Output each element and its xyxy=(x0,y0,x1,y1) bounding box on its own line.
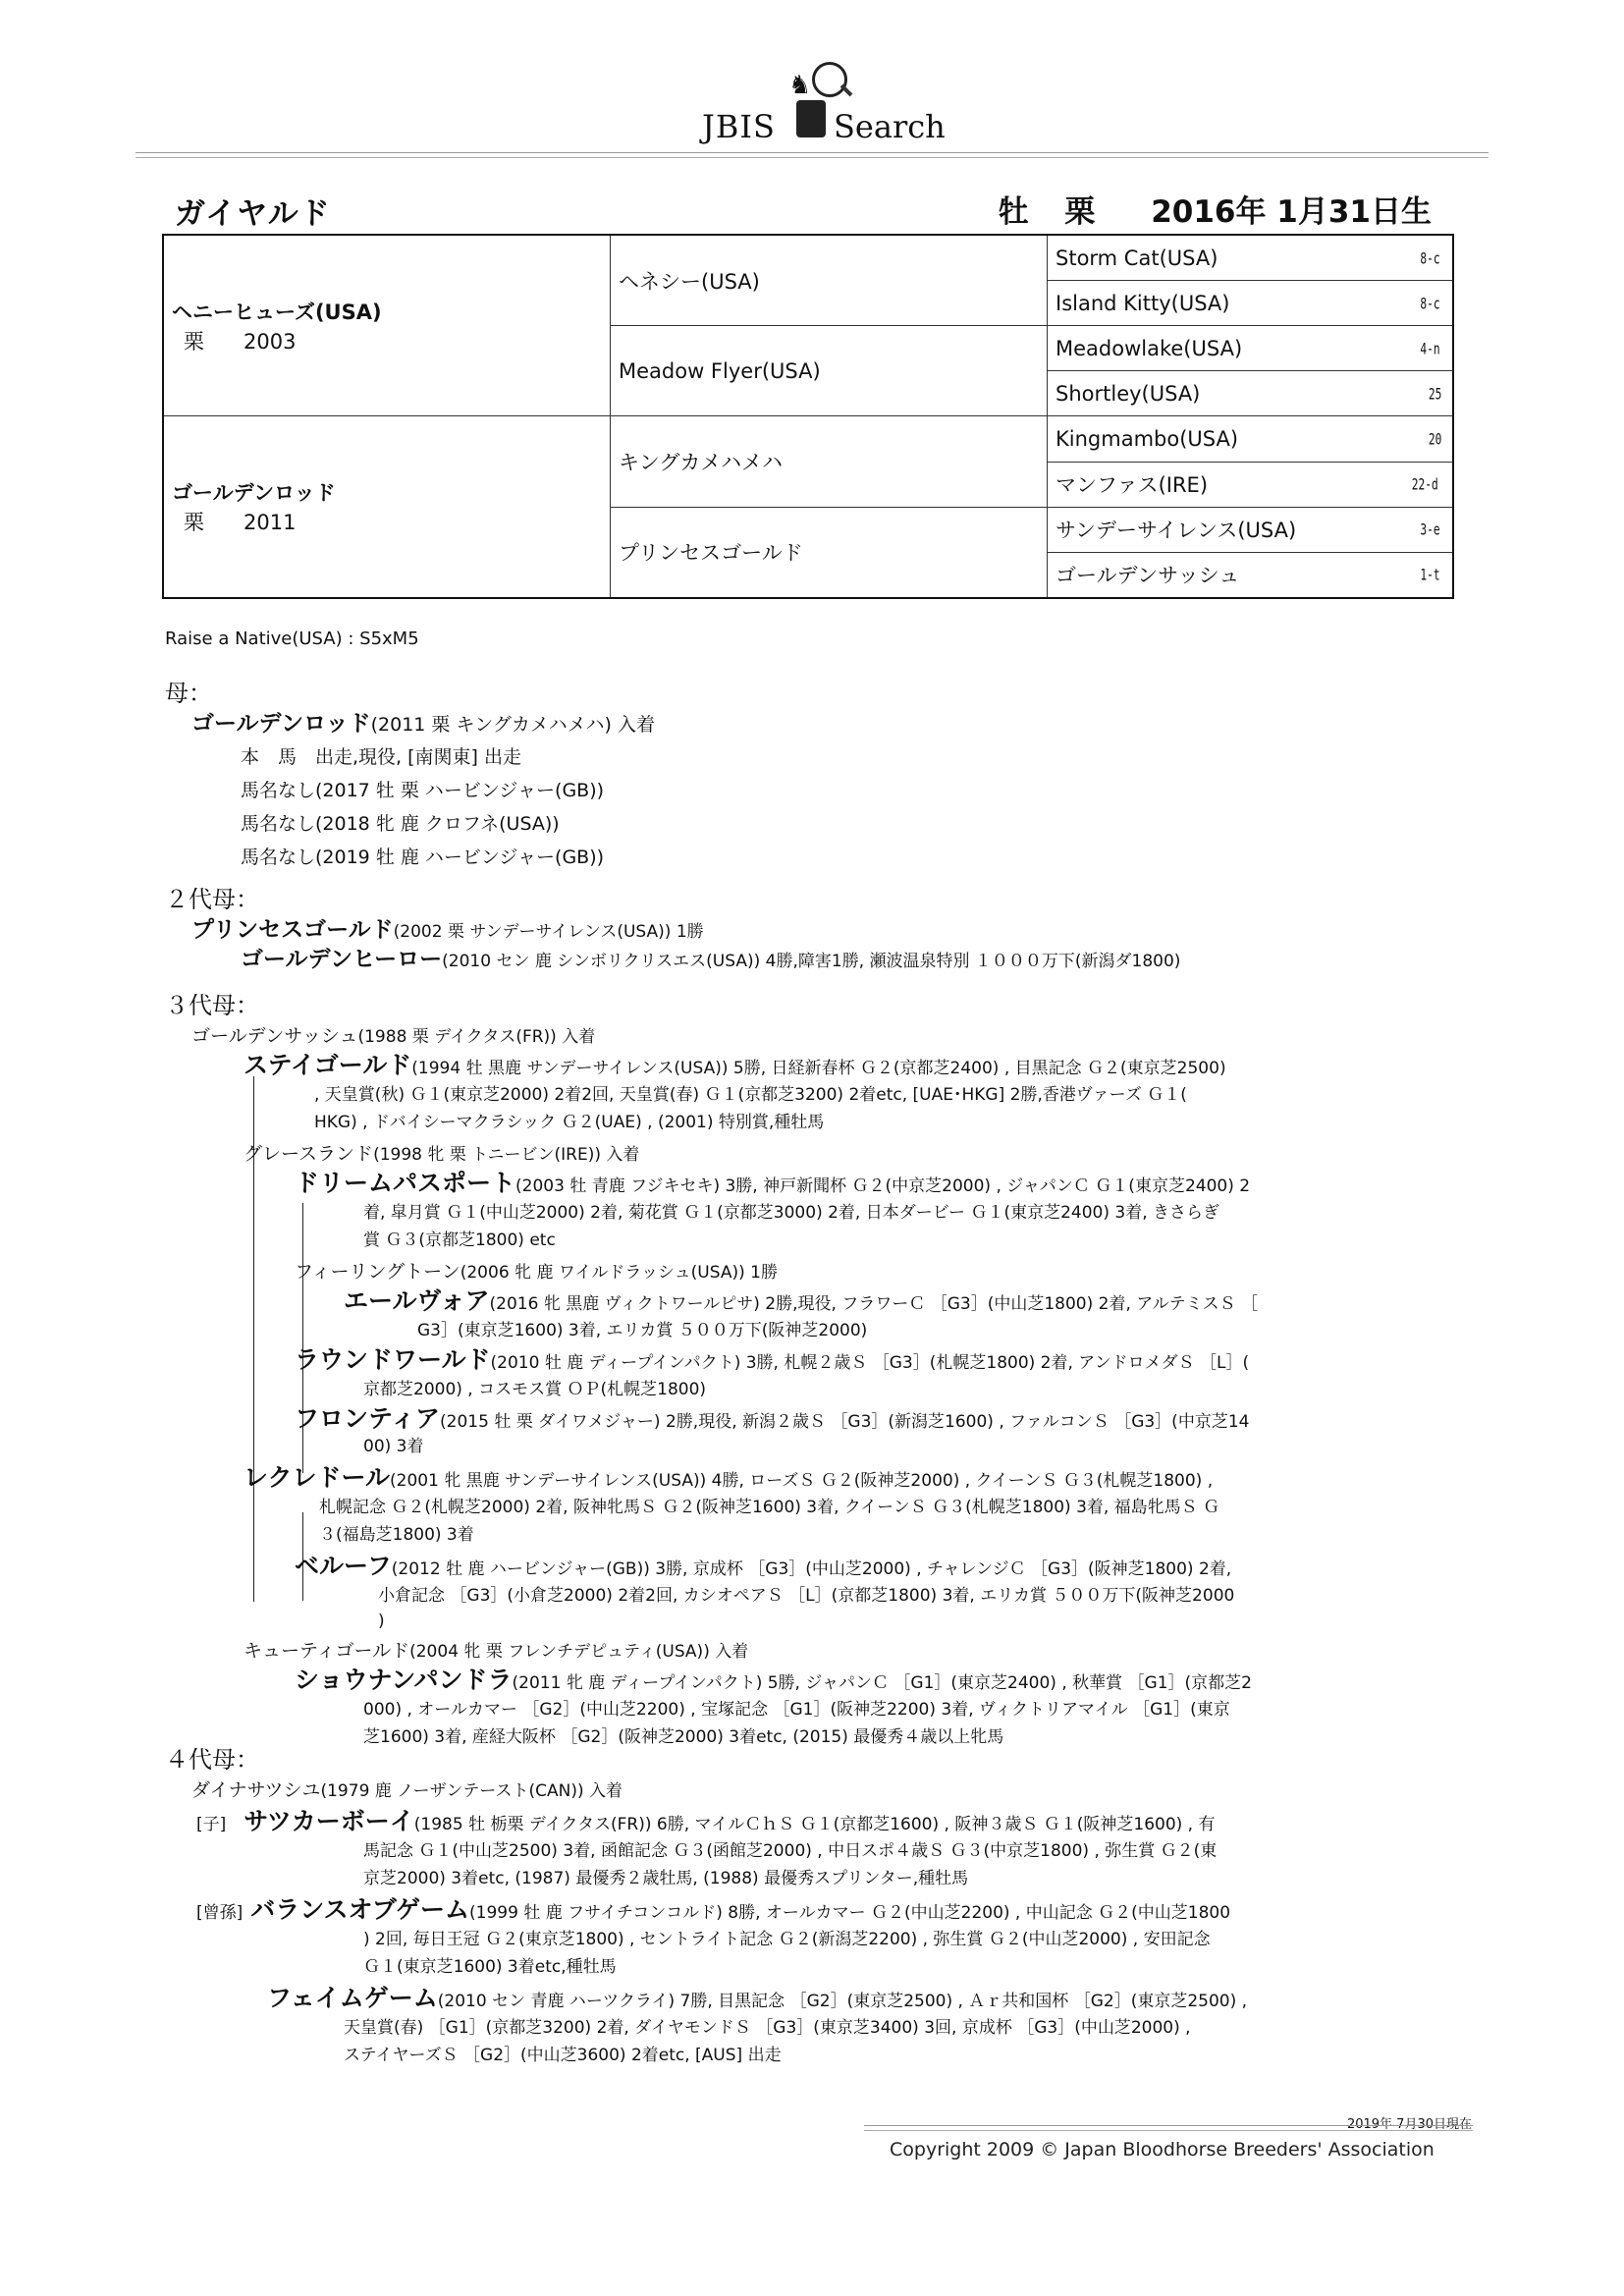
record-line: 000) , オールカマー ［G2］(中山芝2200) , 宝塚記念 ［G1］(阪神芝2200) 3着, ヴィクトリアマイル ［G1］(東京 xyxy=(363,1700,1230,1720)
pedigree-gen3-cell: Island Kitty(USA) 8-c xyxy=(1048,281,1454,326)
pedigree-gen3-cell: マンファス(IRE) 22-d xyxy=(1048,462,1454,507)
family-number: 22-d xyxy=(1412,474,1439,494)
family-number: 25 xyxy=(1428,384,1442,404)
pedigree-gen3-cell: Shortley(USA) 25 xyxy=(1048,371,1454,416)
pedigree-sire xyxy=(163,235,611,416)
record-line: 芝1600) 3着, 産経大阪杯 ［G2］(阪神芝2000) 3着etc, (2015) 最優秀４歳以上牝馬 xyxy=(363,1727,1004,1747)
offspring-entry: フロンティア(2015 牡 栗 ダイワメジャー) 2勝,現役, 新潟２歳Ｓ ［G3］(新潟芝1600) , ファルコンＳ ［G3］(中京芝14 xyxy=(295,1404,1250,1433)
offspring-entry: レクレドール(2001 牝 黒鹿 サンデーサイレンス(USA)) 4勝, ローズＳ Ｇ２(阪神芝2000) , クイーンＳ Ｇ３(札幌芝1800) , xyxy=(244,1463,1214,1492)
pedigree-gen3-cell: ゴールデンサッシュ 1-t xyxy=(1048,552,1454,598)
family-number: 1-t xyxy=(1420,565,1440,584)
record-line: 札幌記念 Ｇ２(札幌芝2000) 2着, 阪神牝馬Ｓ Ｇ２(阪神芝1600) 3着, クイーンＳ Ｇ３(札幌芝1800) 3着, 福島牝馬Ｓ Ｇ xyxy=(319,1498,1220,1517)
offspring-entry: ラウンドワールド(2010 牡 鹿 ディープインパクト) 3勝, 札幌２歳Ｓ ［G3］(札幌芝1800) 2着, アンドロメダＳ ［L］( xyxy=(295,1345,1250,1374)
horse-sex: 牡 xyxy=(998,194,1029,230)
relation-tag: [曾孫] xyxy=(196,1903,244,1923)
record-line: ３(福島芝1800) 3着 xyxy=(319,1525,474,1545)
family-number: 4-n xyxy=(1420,339,1440,358)
database-icon xyxy=(796,100,826,137)
relation-tag: [子] xyxy=(196,1815,227,1834)
offspring-entry: ドリームパスポート(2003 牡 青鹿 フジキセキ) 3勝, 神戸新聞杯 Ｇ２(中京芝2000) , ジャパンＣ Ｇ１(東京芝2400) 2 xyxy=(295,1169,1251,1197)
jbis-search-logo xyxy=(702,59,946,147)
horse-birth: 2016年 1月31日生 xyxy=(1151,194,1432,230)
family-number: 8-c xyxy=(1420,248,1440,268)
offspring-entry: フィーリングトーン(2006 牝 鹿 ワイルドラッシュ(USA)) 1勝 xyxy=(295,1261,778,1283)
gen4-heading: ４代母： xyxy=(165,1746,259,1774)
offspring-entry: ショウナンパンドラ(2011 牝 鹿 ディープインパクト) 5勝, ジャパンＣ ［G1］(東京芝2400) , 秋華賞 ［G1］(京都芝2 xyxy=(295,1666,1252,1694)
horse-name: ガイヤルド xyxy=(175,196,331,232)
dam-year: 2011 xyxy=(244,511,297,535)
sire-name: ヘニーヒューズ(USA) xyxy=(172,300,382,324)
record-line: Ｇ１(東京芝1600) 3着etc,種牡馬 xyxy=(363,1957,617,1977)
dam-entry: ゴールデンロッド(2011 栗 キングカメハメハ) 入着 xyxy=(191,711,655,737)
pedigree-gen3-cell: Storm Cat(USA) 8-c xyxy=(1048,235,1454,281)
pedigree-gen2-cell: Meadow Flyer(USA) xyxy=(611,326,1048,416)
offspring-entry: グレースランド(1998 牝 栗 トニービン(IRE)) 入着 xyxy=(244,1143,640,1165)
family-number: 8-c xyxy=(1420,294,1440,313)
record-line: G3］(東京芝1600) 3着, エリカ賞 ５００万下(阪神芝2000) xyxy=(417,1321,868,1340)
sire-year: 2003 xyxy=(244,329,297,354)
sire-color: 栗 xyxy=(184,329,204,354)
record-line: 小倉記念 ［G3］(小倉芝2000) 2着2回, カシオペアＳ ［L］(京都芝1800) 3着, エリカ賞 ５００万下(阪神芝2000 xyxy=(378,1586,1235,1606)
record-line: ステイヤーズＳ ［G2］(中山芝3600) 2着etc, [AUS] 出走 xyxy=(344,2046,782,2065)
dam-color: 栗 xyxy=(184,511,204,535)
dam-heading: 母： xyxy=(165,680,212,707)
family-number: 20 xyxy=(1428,429,1442,449)
foal-entry: 馬名なし(2019 牡 鹿 ハービンジャー(GB)) xyxy=(241,847,605,868)
as-of-date: 2019年 7月30日現在 xyxy=(1346,2117,1472,2132)
record-line: 馬記念 Ｇ１(中山芝2500) 3着, 函館記念 Ｇ３(函館芝2000) , 中日スポ４歳Ｓ Ｇ３(中京芝1800) , 弥生賞 Ｇ２(東 xyxy=(363,1841,1218,1861)
record-line: 京都芝2000) , コスモス賞 ＯＰ(札幌芝1800) xyxy=(363,1380,707,1399)
record-line: 賞 Ｇ３(京都芝1800) etc xyxy=(363,1230,556,1250)
header-divider xyxy=(135,152,1489,158)
magnifier-icon xyxy=(812,62,847,97)
foal-entry: 馬名なし(2018 牝 鹿 クロフネ(USA)) xyxy=(241,813,560,835)
inbreeding-note: Raise a Native(USA) : S5xM5 xyxy=(165,629,419,649)
offspring-entry: [子] サツカーボーイ(1985 牡 栃栗 デイクタス(FR)) 6勝, マイルＣｈＳ Ｇ１(京都芝1600) , 阪神３歳Ｓ Ｇ１(阪神芝1600) , 有 xyxy=(196,1807,1216,1835)
foal-entry: 馬名なし(2017 牡 栗 ハービンジャー(GB)) xyxy=(241,780,605,801)
logo-search-text: Search xyxy=(834,108,946,145)
family-number: 3-e xyxy=(1420,519,1440,539)
pedigree-gen3-cell: サンデーサイレンス(USA) 3-e xyxy=(1048,507,1454,552)
record-line: 京芝2000) 3着etc, (1987) 最優秀２歳牡馬, (1988) 最優秀スプリンター,種牡馬 xyxy=(363,1869,969,1888)
record-line: ) 2回, 毎日王冠 Ｇ２(東京芝1800) , セントライト記念 Ｇ２(新潟芝2200) , 弥生賞 Ｇ２(中山芝2000) , 安田記念 xyxy=(363,1930,1211,1949)
pedigree-gen2-cell: プリンセスゴールド xyxy=(611,507,1048,598)
offspring-entry: エールヴォア(2016 牝 黒鹿 ヴィクトワールピサ) 2勝,現役, フラワーＣ ［G3］(中山芝1800) 2着, アルテミスＳ ［ xyxy=(344,1286,1258,1315)
record-line: 着, 皐月賞 Ｇ１(中山芝2000) 2着, 菊花賞 Ｇ１(京都芝3000) 2着, 日本ダービー Ｇ１(東京芝2400) 3着, きさらぎ xyxy=(363,1203,1220,1223)
offspring-entry: キューティゴールド(2004 牝 栗 フレンチデピュティ(USA)) 入着 xyxy=(244,1640,749,1662)
gen3-heading: ３代母： xyxy=(165,992,259,1019)
gen4-mare-entry: ダイナサツシユ(1979 鹿 ノーザンテースト(CAN)) 入着 xyxy=(191,1779,623,1801)
gen3-mare-entry: ゴールデンサッシュ(1988 栗 デイクタス(FR)) 入着 xyxy=(191,1025,596,1047)
dam-name: ゴールデンロッド xyxy=(172,481,336,506)
foal-entry: 本 馬 出走,現役, [南関東] 出走 xyxy=(241,746,521,768)
logo-jbis-text: JBIS xyxy=(702,108,776,145)
gen2-heading: ２代母： xyxy=(165,886,259,913)
record-line: 00) 3着 xyxy=(363,1437,424,1456)
horse-icon: ♞ xyxy=(788,71,812,100)
pedigree-gen2-cell: ヘネシー(USA) xyxy=(611,235,1048,326)
record-line: 天皇賞(春) ［G1］(京都芝3200) 2着, ダイヤモンドＳ ［G3］(東京芝3400) 3回, 京成杯 ［G3］(中山芝2000) , xyxy=(344,2018,1191,2038)
offspring-entry: フェイムゲーム(2010 セン 青鹿 ハーツクライ) 7勝, 目黒記念 ［G2］(東京芝2500) , Ａｒ共和国杯 ［G2］(東京芝2500) , xyxy=(267,1984,1248,2012)
horse-color: 栗 xyxy=(1064,194,1096,230)
horse-info xyxy=(973,187,1432,231)
pedigree-gen3-cell: Kingmambo(USA) 20 xyxy=(1048,416,1454,462)
copyright: Copyright 2009 © Japan Bloodhorse Breeders' Association xyxy=(890,2139,1435,2160)
pedigree-table xyxy=(162,234,1454,599)
offspring-entry: ステイゴールド(1994 牡 黒鹿 サンデーサイレンス(USA)) 5勝, 日経新春杯 Ｇ２(京都芝2400) , 目黒記念 Ｇ２(東京芝2500) xyxy=(244,1051,1226,1079)
record-line: ) xyxy=(378,1612,385,1631)
record-line: , 天皇賞(秋) Ｇ１(東京芝2000) 2着2回, 天皇賞(春) Ｇ１(京都芝3200) 2着etc, [UAE･HKG] 2勝,香港ヴァーズ Ｇ１( xyxy=(314,1085,1187,1105)
record-line: HKG) , ドバイシーマクラシック Ｇ２(UAE) , (2001) 特別賞,種牡馬 xyxy=(314,1113,825,1132)
offspring-entry: ゴールデンヒーロー(2010 セン 鹿 シンボリクリスエス(USA)) 4勝,障害1勝, 瀬波温泉特別 １０００万下(新潟ダ1800) xyxy=(241,947,1181,972)
offspring-entry: ベルーフ(2012 牡 鹿 ハービンジャー(GB)) 3勝, 京成杯 ［G3］(中山芝2000) , チャレンジＣ ［G3］(阪神芝1800) 2着, xyxy=(295,1552,1232,1580)
offspring-entry: [曾孫] バランスオブゲーム(1999 牡 鹿 フサイチコンコルド) 8勝, オールカマー Ｇ２(中山芝2200) , 中山記念 Ｇ２(中山芝1800 xyxy=(196,1895,1231,1924)
footer-divider xyxy=(864,2125,1473,2131)
pedigree-gen3-cell: Meadowlake(USA) 4-n xyxy=(1048,326,1454,371)
pedigree-dam xyxy=(163,416,611,598)
gen2-mare-entry: プリンセスゴールド(2002 栗 サンデーサイレンス(USA)) 1勝 xyxy=(191,917,704,943)
pedigree-gen2-cell: キングカメハメハ xyxy=(611,416,1048,507)
